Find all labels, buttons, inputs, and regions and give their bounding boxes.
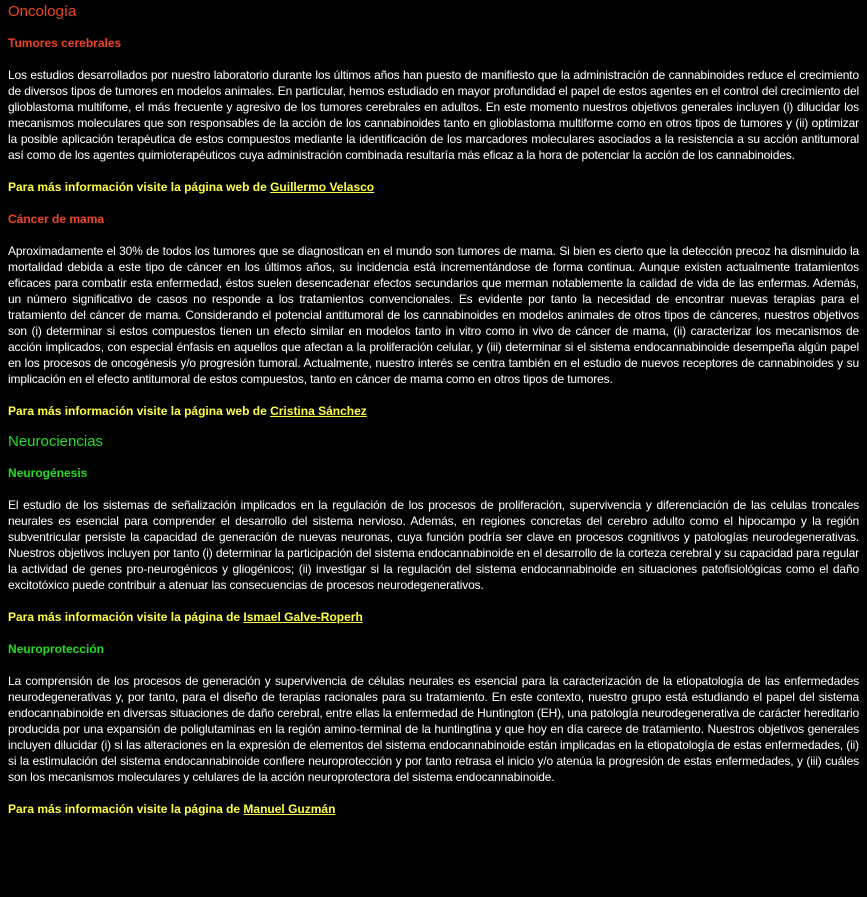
paragraph-tumores-cerebrales: Los estudios desarrollados por nuestro laboratorio durante los últimos años han puesto de manifiesto que la administración de cannabinoides reduce el crecimiento de diversos tipos de tumores en modelos animales. En particular, hemos estudiado en mayor profundidad el papel de estos agentes en el control del crecimiento del glioblastoma multifome, el más frecuente y agresivo de los tumores cerebrales en adultos. En este momento nuestros objetivos generales incluyen (i) dilucidar los mecanismos moleculares que son responsables de la acción de los cannabinoides tanto en glioblastoma multiforme como en otros tipos de tumores y (ii) optimizar la posible aplicación terapéutica de estos compuestos mediante la identificación de los marcadores moleculares asociados a la resistencia a su acción antitumoral así como de los agentes quimioterapéuticos cuya administración combinada resultaría más eficaz a la hora de potenciar la acción de los cannabinoides. (8, 68, 859, 162)
more-info-velasco (8, 179, 859, 195)
more-info-prefix: Para más información visite la página de (8, 610, 244, 624)
more-info-prefix: Para más información visite la página de (8, 802, 244, 816)
paragraph-neuroproteccion: La comprensión de los procesos de generación y supervivencia de células neurales es esencial para la caracterización de la etiopatología de las enfermedades neurodegenerativas y, por tanto, para el diseño de terapias racionales para su tratamiento. En este contexto, nuestro grupo está estudiando el papel del sistema endocannabinoide en diversas situaciones de daño cerebral, entre ellas la enfermedad de Huntington (EH), una patología neurodegenerativa de carácter hereditario producida por una expansión de poliglutaminas en la región amino-terminal de la huntingtina y que hoy en día carece de tratamiento. Nuestros objetivos generales incluyen dilucidar (i) si las alteraciones en la expresión de elementos del sistema endocannabinoide están implicadas en la etiopatología de estas enfermedades, (ii) si la estimulación del sistema endocannabinoide confiere neuroprotección y por tanto retrasa el inicio y/o atenúa la progresión de estas enfermedades, y (iii) cuáles son los mecanismos moleculares y celulares de la acción neuroprotectora del sistema endocannabinoide. (8, 674, 859, 784)
subsection-title-tumores-cerebrales: Tumores cerebrales (8, 36, 122, 50)
more-info-sanchez (8, 403, 859, 419)
link-manuel-guzman[interactable]: Manuel Guzmán (243, 802, 336, 816)
paragraph-cancer-de-mama: Aproximadamente el 30% de todos los tumores que se diagnostican en el mundo son tumores de mama. Si bien es cierto que la detección precoz ha disminuido la mortalidad debida a este tipo de cáncer en los últimos años, su incidencia está incrementándose de forma continua. Aunque existen actualmente tratamientos eficaces para combatir esta enfermedad, éstos suelen desencadenar efectos secundarios que merman notablemente la calidad de vida de las enfermas. Además, un número significativo de casos no responde a los tratamientos convencionales. Es evidente por tanto la necesidad de encontrar nuevas terapias para el tratamiento del cáncer de mama. Considerando el potencial antitumoral de los cannabinoides en modelos animales de otros tipos de cánceres, nuestros objetivos son (i) determinar si estos compuestos tienen un efecto similar en modelos tanto in vitro como in vivo de cáncer de mama, (ii) caracterizar los mecanismos de acción implicados, con especial énfasis en aquellos que afectan a la proliferación celular, y (iii) determinar si el sistema endocannabinoide desempeña algún papel en los procesos de oncogénesis y/o progresión tumoral. Actualmente, nuestro interés se centra también en el estudio de nuevos receptores de cannabinoides y su implicación en el efecto antitumoral de estos compuestos, tanto en cáncer de mama como en otros tipos de tumores. (8, 244, 859, 386)
section-title-neurociencias: Neurociencias (8, 433, 104, 450)
more-info-prefix: Para más información visite la página web de (8, 404, 271, 418)
link-guillermo-velasco[interactable]: Guillermo Velasco (270, 180, 375, 194)
section-title-oncologia: Oncología (8, 3, 77, 20)
paragraph-neurogenesis: El estudio de los sistemas de señalización implicados en la regulación de los procesos de proliferación, supervivencia y diferenciación de las celulas troncales neurales es esencial para comprender el desarrollo del sistema nervioso. Además, en regiones concretas del cerebro adulto como el hipocampo y la región subventricular persiste la capacidad de generación de nuevas neuronas, cuya función podría ser clave en procesos cognitivos y patologías neurodegenerativas. Nuestros objetivos incluyen por tanto (i) determinar la participación del sistema endocannabinoide en el desarrollo de la corteza cerebral y su capacidad para regular la actividad de genes pro-neurogénicos y gliogénicos; (ii) investigar si la regulación del sistema endocannabinoide en situaciones patofisiológicas como el daño excitotóxico puede contribuir a atenuar las consecuencias de procesos neurodegenerativos. (8, 498, 859, 592)
subsection-title-neurogenesis: Neurogénesis (8, 466, 88, 480)
subsection-title-neuroproteccion: Neuroprotección (8, 642, 105, 656)
more-info-galve-roperh (8, 609, 859, 625)
more-info-prefix: Para más información visite la página web de (8, 180, 271, 194)
link-ismael-galve-roperh[interactable]: Ismael Galve-Roperh (243, 610, 363, 624)
more-info-guzman (8, 801, 859, 817)
link-cristina-sanchez[interactable]: Cristina Sánchez (270, 404, 367, 418)
subsection-title-cancer-de-mama: Cáncer de mama (8, 212, 105, 226)
